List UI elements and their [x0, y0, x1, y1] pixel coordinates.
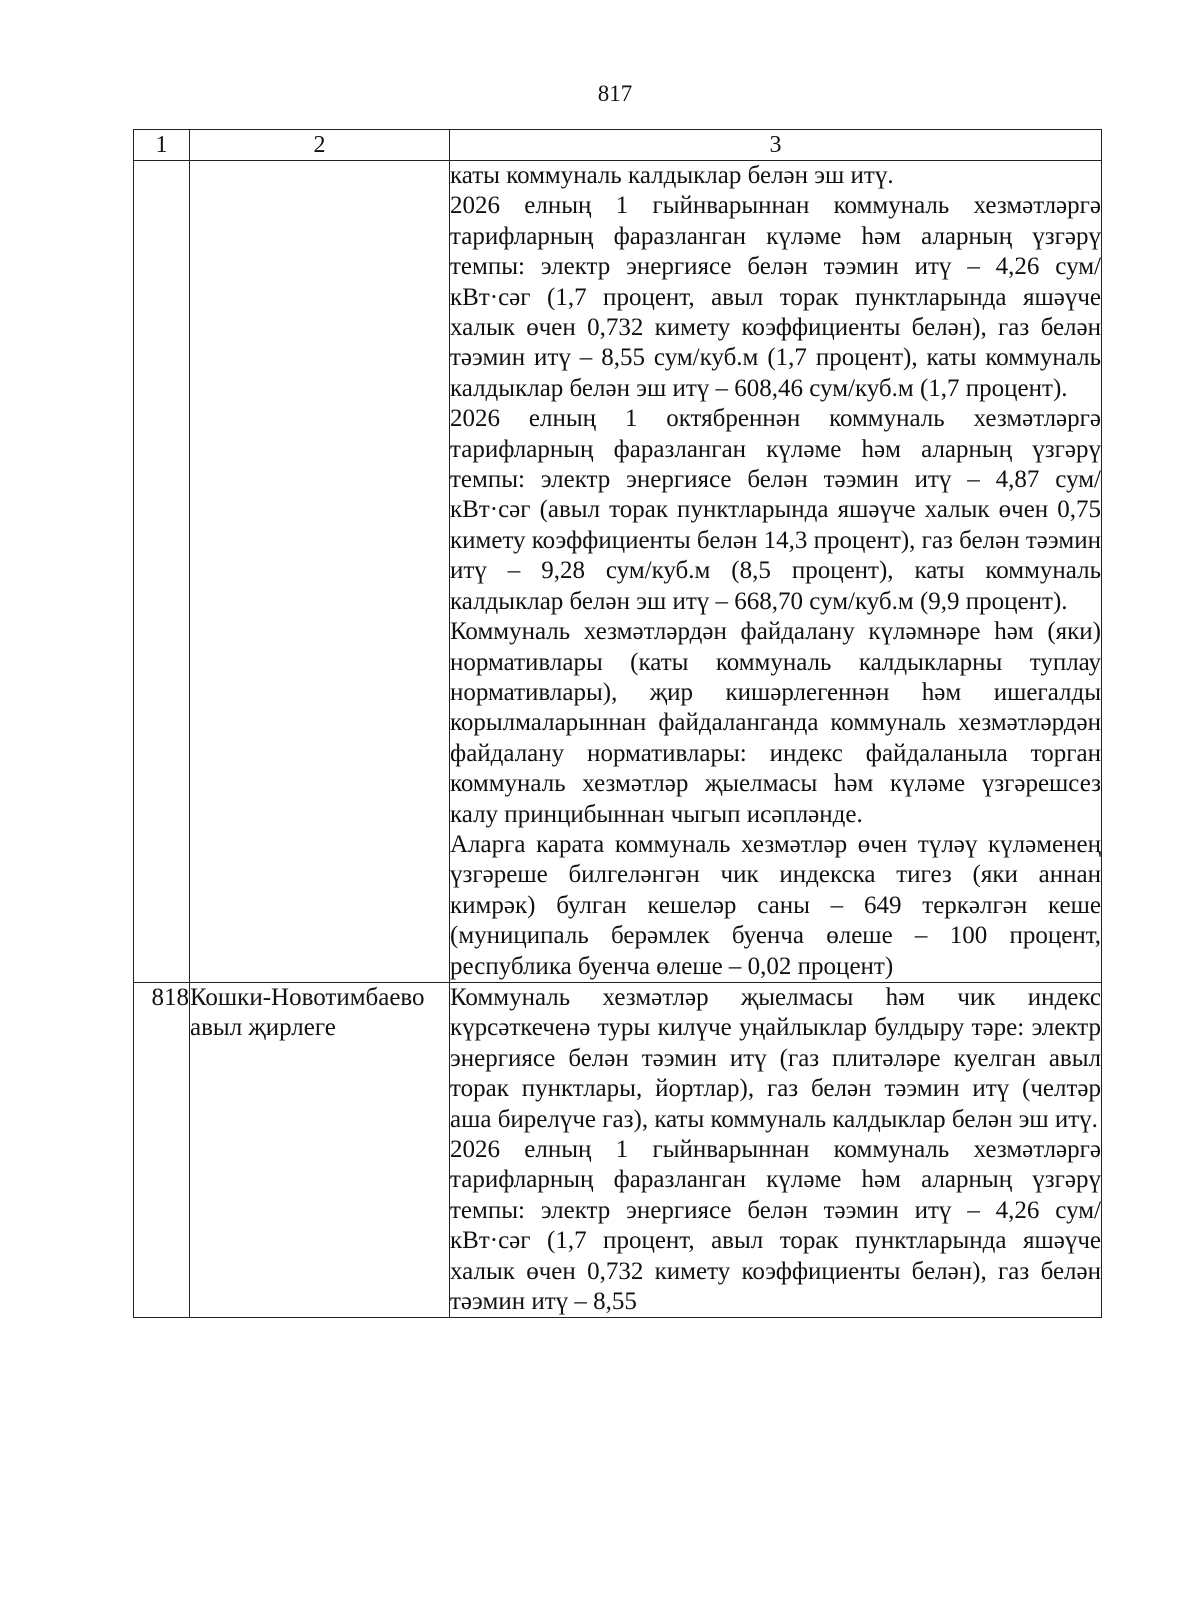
header-col-3: 3 [450, 130, 1102, 161]
paragraph: 2026 елның 1 гыйнварыннан коммуналь хезмәтләргә тарифларның фаразланган күләме һәм аларның үзгәрү темпы: электр энергиясе белән тәэмин итү – 4,26 сум/кВт·сәг (1,7 процент, авыл торак пунктларында яшәүче халык өчен 0,732 кимету коэффициенты белән), газ белән тәэмин итү – 8,55 сум/куб.м (1,7 процент), каты коммуналь калдыклар белән эш итү – 608,46 сум/куб.м (1,7 процент). [450, 192, 1101, 402]
row-number: 818 [134, 982, 190, 1317]
header-col-2: 2 [190, 130, 450, 161]
row-description [450, 982, 1102, 1317]
table-row [134, 161, 1102, 983]
paragraph: 2026 елның 1 октябреннән коммуналь хезмәтләргә тарифларның фаразланган күләме һәм аларның үзгәрү темпы: электр энергиясе белән тәэмин итү – 4,87 сум/кВт·сәг (авыл торак пунктларында яшәүче халык өчен 0,75 кимету коэффициенты белән 14,3 процент), газ белән тәэмин итү – 9,28 сум/куб.м (8,5 процент), каты коммуналь калдыклар белән эш итү – 668,70 сум/куб.м (9,9 процент). [450, 405, 1101, 615]
settlement-name: Кошки-Новотимбаево авыл җирлеге [190, 982, 450, 1317]
settlement-name [190, 161, 450, 983]
table-row [134, 982, 1102, 1317]
header-col-1: 1 [134, 130, 190, 161]
paragraph: 2026 елның 1 гыйнварыннан коммуналь хезмәтләргә тарифларның фаразланган күләме һәм аларның үзгәрү темпы: электр энергиясе белән тәэмин итү – 4,26 сум/кВт·сәг (1,7 процент, авыл торак пунктларында яшәүче халык өчен 0,732 кимету коэффициенты белән), газ белән тәэмин итү – 8,55 [450, 1136, 1101, 1316]
table-header-row [134, 130, 1102, 161]
row-number [134, 161, 190, 983]
document-table [133, 129, 1102, 1318]
paragraph: Коммуналь хезмәтләрдән файдалану күләмнәре һәм (яки) нормативлары (каты коммуналь калдыкларны туплау нормативлары), җир кишәрлегеннән һәм ишегалды корылмаларыннан файдаланганда коммуналь хезмәтләрдән файдалану нормативлары: индекс файдаланыла торган коммуналь хезмәтләр җыелмасы һәм күләме үзгәрешсез калу принцибыннан чыгып исәпләнде. [450, 618, 1101, 828]
row-description [450, 161, 1102, 983]
paragraph: Коммуналь хезмәтләр җыелмасы һәм чик индекс күрсәткеченә туры килүче уңайлыклар булдыру тәре: электр энергиясе белән тәэмин итү (газ плитәләре куелган авыл торак пунктлары, йортлар), газ белән тәэмин итү (челтәр аша бирелүче газ), каты коммуналь калдыклар белән эш итү. [450, 983, 1101, 1133]
paragraph: Аларга карата коммуналь хезмәтләр өчен түләү күләменең үзгәреше билгеләнгән чик индекска тигез (яки аннан кимрәк) булган кешеләр саны – 649 теркәлгән кеше (муниципаль берәмлек буенча өлеше – 100 процент, республика буенча өлеше – 0,02 процент) [450, 830, 1101, 980]
page-number: 817 [597, 81, 633, 106]
paragraph: каты коммуналь калдыклар белән эш итү. [450, 162, 894, 189]
